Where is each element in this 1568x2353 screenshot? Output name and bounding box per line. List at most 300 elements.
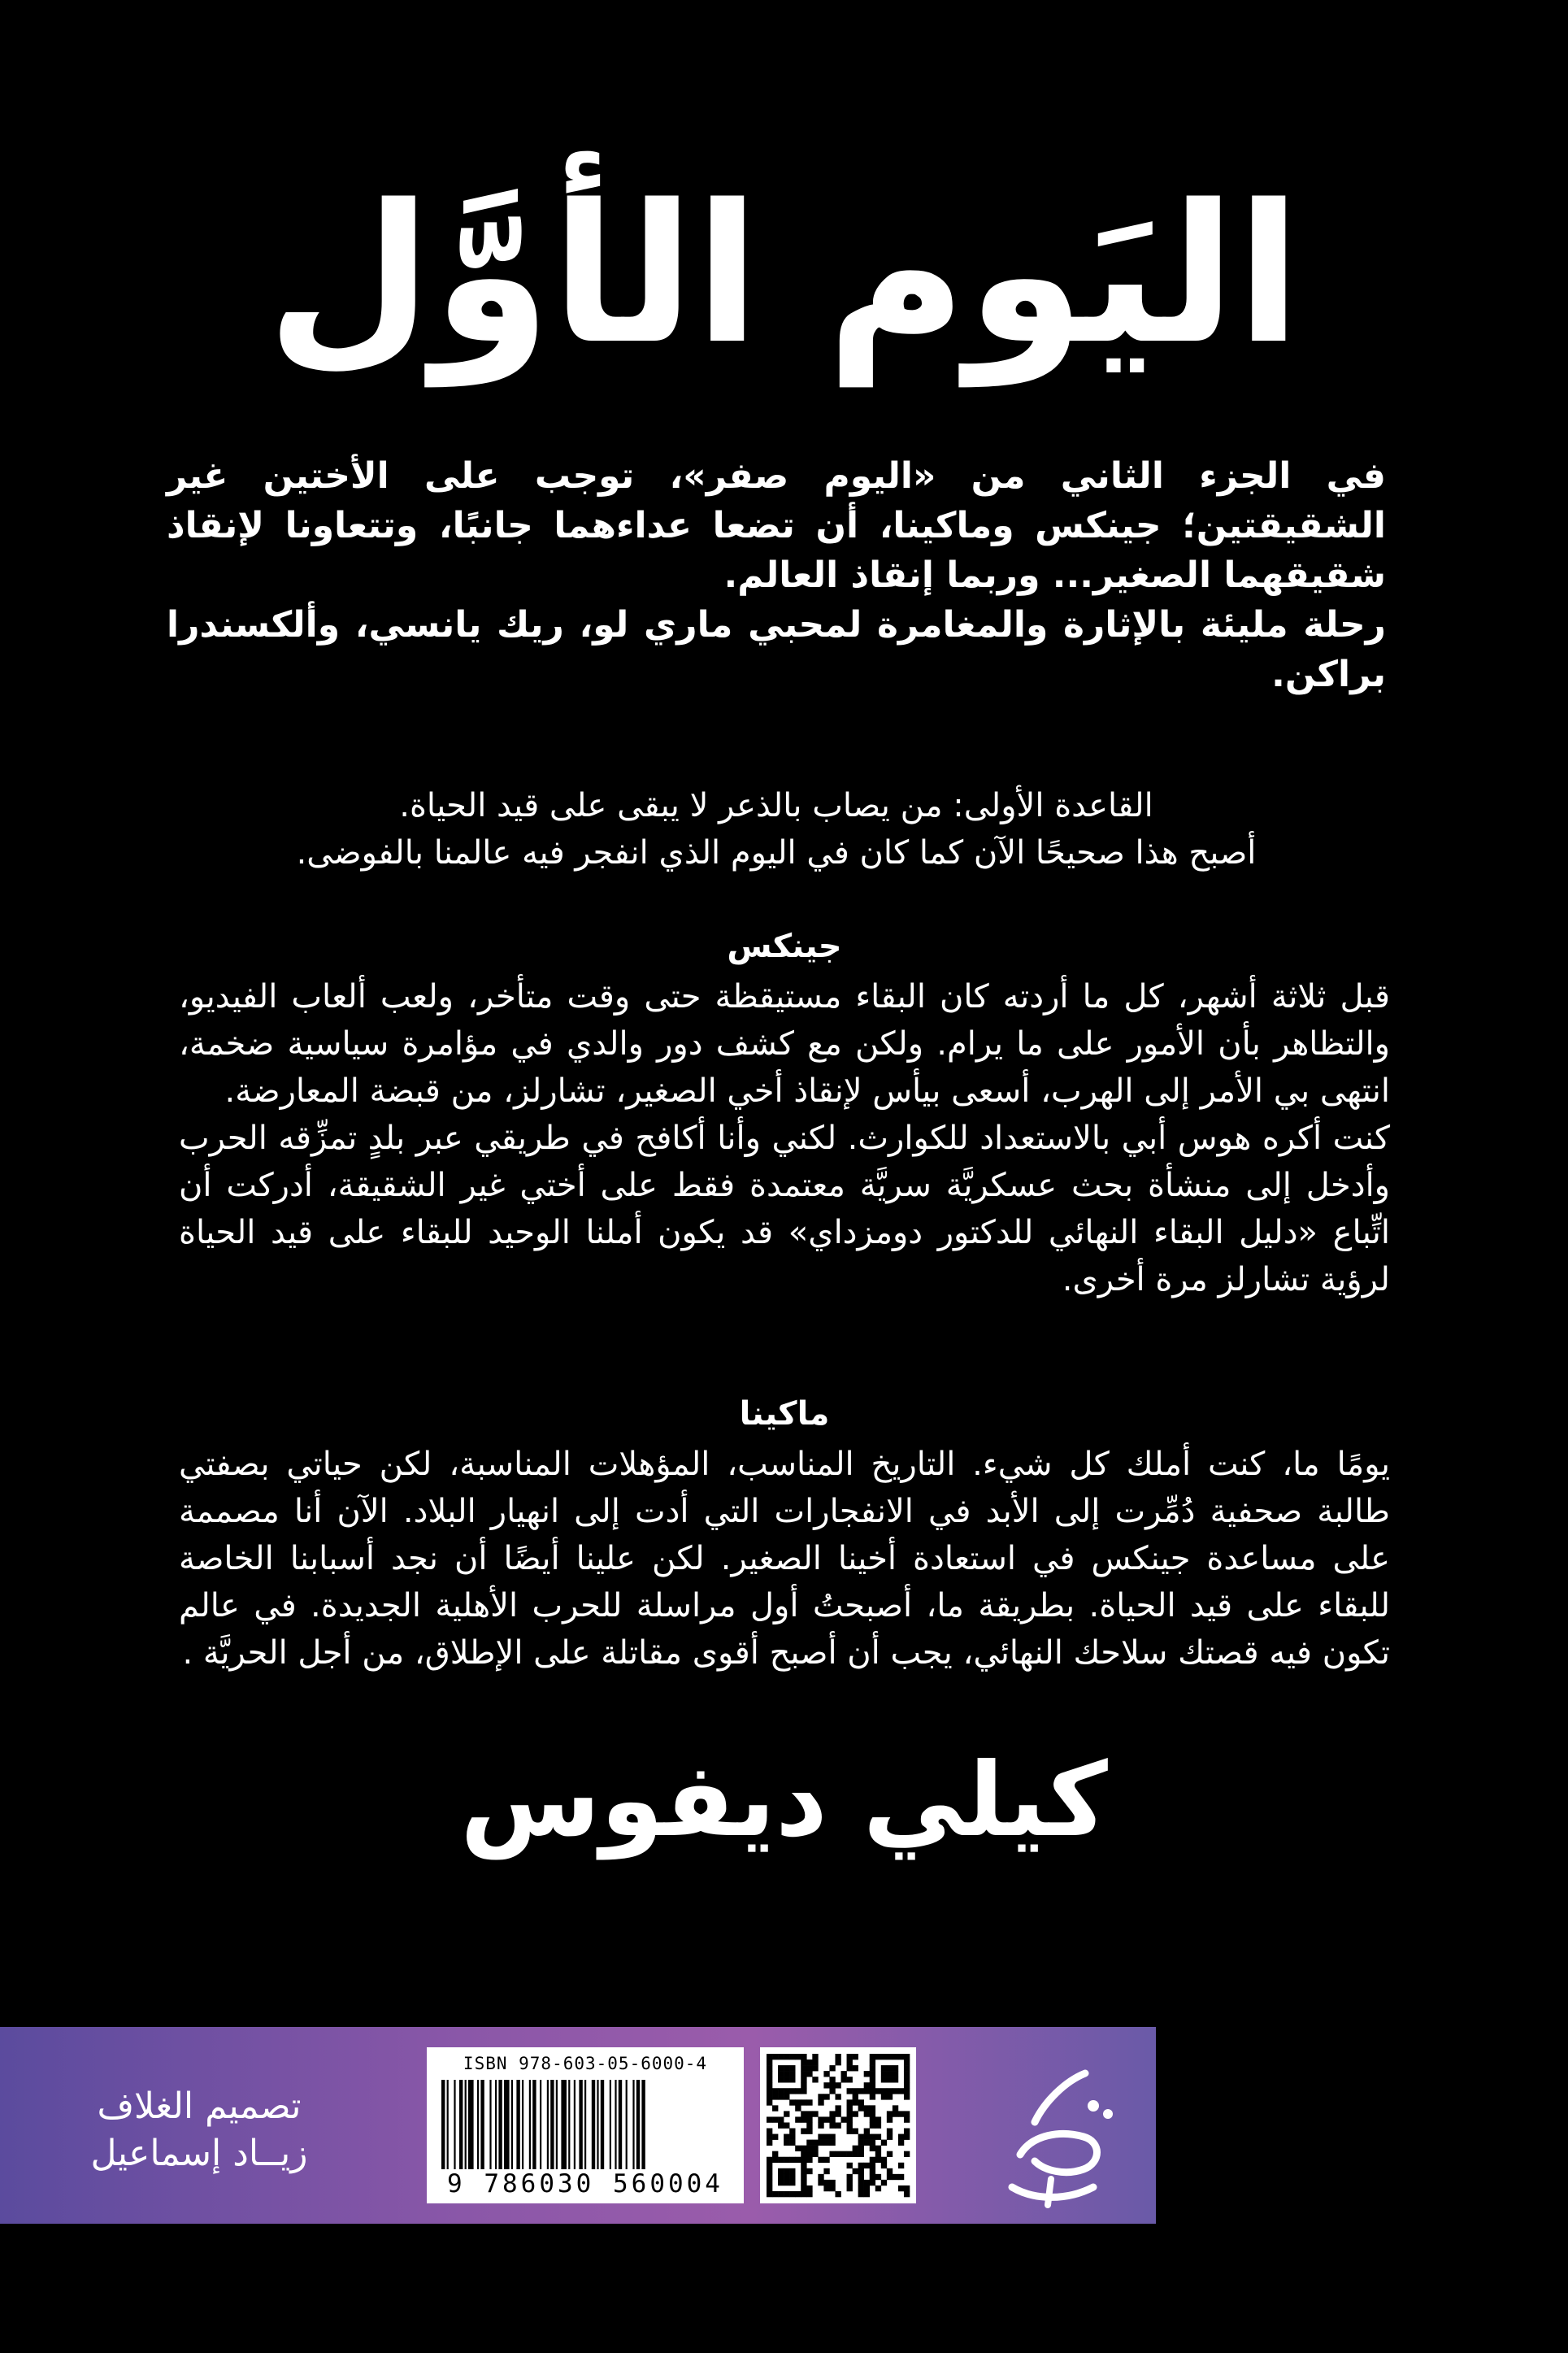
qr-module [806,2071,812,2077]
qr-module [812,2059,818,2065]
qr-module [898,2111,904,2116]
qr-module [784,2191,789,2197]
qr-module [806,2140,812,2146]
qr-module [823,2186,829,2191]
qr-module [864,2105,870,2111]
qr-module [784,2088,789,2094]
barcode-bar [447,2080,449,2169]
qr-module [789,2134,795,2140]
qr-module [789,2065,795,2071]
qr-module [881,2065,887,2071]
qr-module [858,2105,864,2111]
jinx-section [179,923,1390,1303]
qr-module [864,2088,870,2094]
qr-module [881,2077,887,2082]
qr-module [887,2174,893,2180]
qr-module [904,2116,910,2122]
qr-module [887,2134,893,2140]
qr-module [853,2054,858,2059]
qr-module [841,2151,847,2157]
qr-module [870,2122,875,2128]
qr-module [881,2071,887,2077]
qr-module [875,2054,881,2059]
qr-module [887,2054,893,2059]
qr-module [767,2157,772,2163]
qr-module [881,2140,887,2146]
qr-module [801,2163,806,2168]
isbn-label: ISBN 978-603-05-6000-4 [463,2054,708,2073]
barcode-bar [477,2080,479,2169]
qr-module [784,2134,789,2140]
qr-module [847,2088,853,2094]
qr-module [858,2186,864,2191]
qr-module [818,2180,823,2186]
barcode-bar [441,2080,445,2169]
qr-module [789,2088,795,2094]
qr-module [789,2174,795,2180]
jinx-paragraph: كنت أكره هوس أبي بالاستعداد للكوارث. لكني وأنا أكافح في طريقي عبر بلدٍ تمزِّقه الحرب وأدخل إلى منشأة بحث عسكريَّة سريَّة معتمدة فقط على أختي غير الشقيقة، أدركت أن اتِّباع «دليل البقاء النهائي للدكتور دومزداي» قد يكون أملنا الوحيد للبقاء على قيد الحياة لرؤية تشارلز مرة أخرى. [179,1120,1390,1298]
qr-module [795,2116,801,2122]
qr-module [858,2151,864,2157]
qr-module [806,2186,812,2191]
blurb [167,451,1386,699]
qr-module [858,2174,864,2180]
qr-module [887,2151,893,2157]
qr-module [789,2157,795,2163]
qr-module [823,2082,829,2088]
qr-module [801,2186,806,2191]
qr-module [823,2071,829,2077]
qr-module [870,2077,875,2082]
qr-module [778,2122,784,2128]
qr-module [784,2140,789,2146]
cover-credits [0,2083,398,2177]
qr-module [801,2111,806,2116]
book-title: اليَوم الأوَّل [266,164,1302,386]
qr-module [795,2191,801,2197]
qr-module [898,2054,904,2059]
isbn-barcode [427,2047,744,2203]
qr-module [864,2191,870,2197]
qr-module [835,2151,840,2157]
barcode-bar [561,2080,567,2169]
qr-module [835,2122,840,2128]
qr-module [767,2134,772,2140]
publisher-logo-icon [988,2057,1134,2212]
qr-module [784,2111,789,2116]
qr-module [784,2157,789,2163]
barcode-bar [498,2080,502,2169]
qr-module [767,2077,772,2082]
qr-module [887,2077,893,2082]
qr-module [778,2174,784,2180]
qr-module [875,2151,881,2157]
barcode-bar [495,2080,497,2169]
barcode-bar [610,2080,611,2169]
qr-module [772,2105,778,2111]
qr-module [835,2082,840,2088]
qr-module [789,2180,795,2186]
qr-module [870,2105,875,2111]
qr-module [772,2054,778,2059]
qr-module [870,2082,875,2088]
qr-module [795,2157,801,2163]
qr-module [829,2116,835,2122]
qr-module [772,2116,778,2122]
qr-module [784,2054,789,2059]
qr-module [767,2140,772,2146]
qr-module [778,2077,784,2082]
qr-module [898,2186,904,2191]
qr-module [795,2146,801,2151]
qr-module [829,2151,835,2157]
qr-module [893,2105,898,2111]
barcode-bar [568,2080,570,2169]
qr-module [898,2134,904,2140]
barcode-bar [550,2080,554,2169]
qr-module [858,2191,864,2197]
qr-module [801,2054,806,2059]
qr-module [806,2146,812,2151]
barcode-bar [489,2080,491,2169]
qr-module [829,2077,835,2082]
qr-module [818,2099,823,2105]
barcode-bar [556,2080,558,2169]
qr-module [767,2180,772,2186]
qr-module [829,2088,835,2094]
qr-module [784,2180,789,2186]
qr-module [875,2174,881,2180]
qr-module [806,2157,812,2163]
qr-module [801,2099,806,2105]
qr-module [870,2088,875,2094]
qr-module [853,2111,858,2116]
qr-module [904,2151,910,2157]
qr-module [875,2122,881,2128]
qr-module [778,2071,784,2077]
qr-module [812,2146,818,2151]
qr-module [853,2146,858,2151]
qr-module [818,2157,823,2163]
qr-module [778,2094,784,2099]
qr-module [784,2168,789,2174]
qr-module [870,2146,875,2151]
qr-module [784,2094,789,2099]
qr-module [801,2077,806,2082]
barcode-bars [441,2080,729,2169]
qr-code-icon [760,2047,916,2203]
qr-module [887,2168,893,2174]
barcode-bar [632,2080,634,2169]
qr-module [870,2174,875,2180]
barcode-bar [597,2080,598,2169]
qr-module [767,2191,772,2197]
qr-module [801,2088,806,2094]
qr-module [904,2134,910,2140]
qr-module [767,2163,772,2168]
qr-module [767,2168,772,2174]
qr-module [801,2071,806,2077]
qr-module [858,2163,864,2168]
qr-module [847,2099,853,2105]
qr-module [904,2065,910,2071]
blurb-paragraph: في الجزء الثاني من «اليوم صفر»، توجب على الأختين غير الشقيقتين؛ جينكس وماكينا، أن تضعا عداءهما جانبًا، وتتعاونا لإنقاذ شقيقهما الصغير... وربما إنقاذ العالم. [167,455,1386,596]
qr-module [870,2071,875,2077]
qr-module [778,2157,784,2163]
barcode-bar [529,2080,531,2169]
blurb-paragraph: رحلة مليئة بالإثارة والمغامرة لمحبي ماري لو، ريك يانسي، وألكسندرا براكن. [167,604,1386,695]
qr-module [801,2059,806,2065]
qr-module [893,2054,898,2059]
qr-module [847,2077,853,2082]
qr-module [904,2054,910,2059]
barcode-bar [504,2080,510,2169]
author-name: كيلي ديفوس [460,1742,1108,1859]
qr-module [767,2065,772,2071]
barcode-bar [636,2080,640,2169]
qr-module [870,2065,875,2071]
qr-module [853,2088,858,2094]
qr-module [778,2065,784,2071]
qr-module [789,2129,795,2134]
qr-module [772,2134,778,2140]
qr-module [829,2186,835,2191]
qr-module [767,2116,772,2122]
qr-module [823,2180,829,2186]
qr-module [887,2088,893,2094]
barcode-bar [574,2080,576,2169]
qr-module [812,2065,818,2071]
qr-code [760,2047,916,2203]
intro-line: أصبح هذا صحيحًا الآن كما كان في اليوم الذي انفجر فيه عالمنا بالفوضى. [296,834,1257,872]
qr-module [772,2191,778,2197]
qr-module [875,2146,881,2151]
qr-module [835,2105,840,2111]
qr-module [875,2186,881,2191]
qr-module [847,2186,853,2191]
jinx-paragraph: قبل ثلاثة أشهر، كل ما أردته كان البقاء مستيقظة حتى وقت متأخر، ولعب ألعاب الفيديو، والتظاهر بأن الأمور على ما يرام. ولكن مع كشف دور والدي في مؤامرة سياسية ضخمة، انتهى بي الأمر إلى الهرب، أسعى بيأس لإنقاذ أخي الصغير، تشارلز، من قبضة المعارضة. [179,978,1390,1110]
qr-module [801,2157,806,2163]
qr-module [847,2116,853,2122]
qr-module [893,2111,898,2116]
qr-module [853,2151,858,2157]
qr-module [870,2134,875,2140]
qr-module [806,2111,812,2116]
intro-line: القاعدة الأولى: من يصاب بالذعر لا يبقى على قيد الحياة. [399,787,1153,824]
qr-module [795,2099,801,2105]
qr-module [864,2071,870,2077]
qr-module [853,2094,858,2099]
qr-module [853,2129,858,2134]
qr-module [864,2186,870,2191]
qr-module [784,2071,789,2077]
qr-module [812,2077,818,2082]
qr-module [784,2174,789,2180]
credit-label: تصميم الغلاف [97,2086,302,2127]
qr-module [829,2082,835,2088]
qr-module [767,2099,772,2105]
qr-module [904,2129,910,2134]
qr-module [864,2082,870,2088]
qr-module [904,2059,910,2065]
qr-module [904,2071,910,2077]
barcode-bar [540,2080,541,2169]
qr-module [858,2168,864,2174]
barcode-bar [641,2080,645,2169]
qr-module [767,2186,772,2191]
qr-module [767,2054,772,2059]
qr-module [778,2191,784,2197]
qr-module [870,2180,875,2186]
qr-module [829,2122,835,2128]
qr-module [812,2140,818,2146]
qr-module [881,2088,887,2094]
qr-module [767,2088,772,2094]
qr-module [767,2129,772,2134]
qr-module [847,2180,853,2186]
qr-module [858,2134,864,2140]
qr-module [904,2088,910,2094]
qr-module [870,2116,875,2122]
qr-module [904,2111,910,2116]
qr-module [789,2191,795,2197]
qr-module [881,2094,887,2099]
qr-module [847,2163,853,2168]
qr-module [881,2054,887,2059]
qr-module [767,2071,772,2077]
qr-module [870,2157,875,2163]
jinx-heading: جينكس [727,928,842,965]
qr-module [818,2140,823,2146]
qr-module [853,2065,858,2071]
qr-module [858,2140,864,2146]
qr-module [795,2105,801,2111]
intro [219,782,1333,876]
qr-module [789,2140,795,2146]
qr-module [893,2077,898,2082]
barcode-bar [465,2080,467,2169]
qr-module [887,2071,893,2077]
qr-module [806,2151,812,2157]
qr-module [801,2191,806,2197]
qr-module [835,2094,840,2099]
qr-module [784,2122,789,2128]
qr-module [870,2168,875,2174]
qr-module [887,2094,893,2099]
qr-module [784,2077,789,2082]
barcode-bar [615,2080,616,2169]
qr-module [898,2163,904,2168]
qr-module [875,2157,881,2163]
qr-module [789,2168,795,2174]
qr-module [881,2180,887,2186]
qr-module [818,2094,823,2099]
qr-module [898,2140,904,2146]
qr-module [806,2116,812,2122]
qr-module [772,2157,778,2163]
qr-module [904,2186,910,2191]
isbn-digits: 9 786030 560004 [447,2169,723,2199]
barcode-bar [454,2080,455,2169]
qr-module [778,2088,784,2094]
qr-module [767,2059,772,2065]
qr-module [829,2134,835,2140]
qr-module [772,2094,778,2099]
credit-name: زيــاد إسماعيل [90,2133,308,2174]
qr-module [898,2088,904,2094]
qr-module [847,2122,853,2128]
qr-module [858,2099,864,2105]
qr-module [812,2054,818,2059]
qr-module [806,2059,812,2065]
qr-module [875,2116,881,2122]
qr-module [806,2168,812,2174]
qr-module [847,2054,853,2059]
qr-module [789,2071,795,2077]
qr-module [795,2088,801,2094]
qr-module [829,2180,835,2186]
qr-module [801,2180,806,2186]
qr-module [864,2140,870,2146]
qr-module [864,2134,870,2140]
qr-module [835,2111,840,2116]
qr-module [847,2151,853,2157]
qr-module [881,2163,887,2168]
qr-module [847,2065,853,2071]
qr-module [847,2059,853,2065]
qr-module [864,2180,870,2186]
qr-module [887,2065,893,2071]
qr-module [864,2163,870,2168]
qr-module [789,2099,795,2105]
qr-module [841,2071,847,2077]
qr-module [853,2168,858,2174]
qr-module [841,2116,847,2122]
barcode-bar [592,2080,595,2169]
qr-module [829,2140,835,2146]
qr-module [818,2116,823,2122]
qr-module [806,2122,812,2128]
barcode-bar [522,2080,523,2169]
qr-module [904,2082,910,2088]
qr-module [801,2168,806,2174]
qr-module [806,2065,812,2071]
qr-module [801,2174,806,2180]
qr-module [870,2163,875,2168]
qr-module [847,2174,853,2180]
qr-module [778,2168,784,2174]
qr-module [801,2065,806,2071]
qr-module [806,2129,812,2134]
qr-module [806,2099,812,2105]
qr-module [858,2146,864,2151]
qr-module [858,2088,864,2094]
qr-module [887,2111,893,2116]
qr-module [789,2077,795,2082]
qr-module [818,2174,823,2180]
qr-module [784,2065,789,2071]
qr-module [835,2059,840,2065]
makenna-paragraph: يومًا ما، كنت أملك كل شيء. التاريخ المناسب، المؤهلات المناسبة، لكن حياتي بصفتي طالبة صحفية دُمِّرت إلى الأبد في الانفجارات التي أدت إلى انهيار البلاد. الآن أنا مصممة على مساعدة جينكس في استعادة أخينا الصغير. لكن علينا أيضًا أن نجد أسبابنا الخاصة للبقاء على قيد الحياة. بطريقة ما، أصبحتُ أول مراسلة للحرب الأهلية الجديدة. في عالم تكون فيه قصتك سلاحك النهائي، يجب أن أصبح أقوى مقاتلة على الإطلاق، من أجل الحريَّة . [179,1446,1390,1672]
qr-module [812,2151,818,2157]
makenna-section [179,1390,1390,1677]
qr-module [823,2134,829,2140]
qr-module [823,2168,829,2174]
qr-module [841,2077,847,2082]
qr-module [853,2099,858,2105]
qr-module [893,2071,898,2077]
qr-module [847,2111,853,2116]
